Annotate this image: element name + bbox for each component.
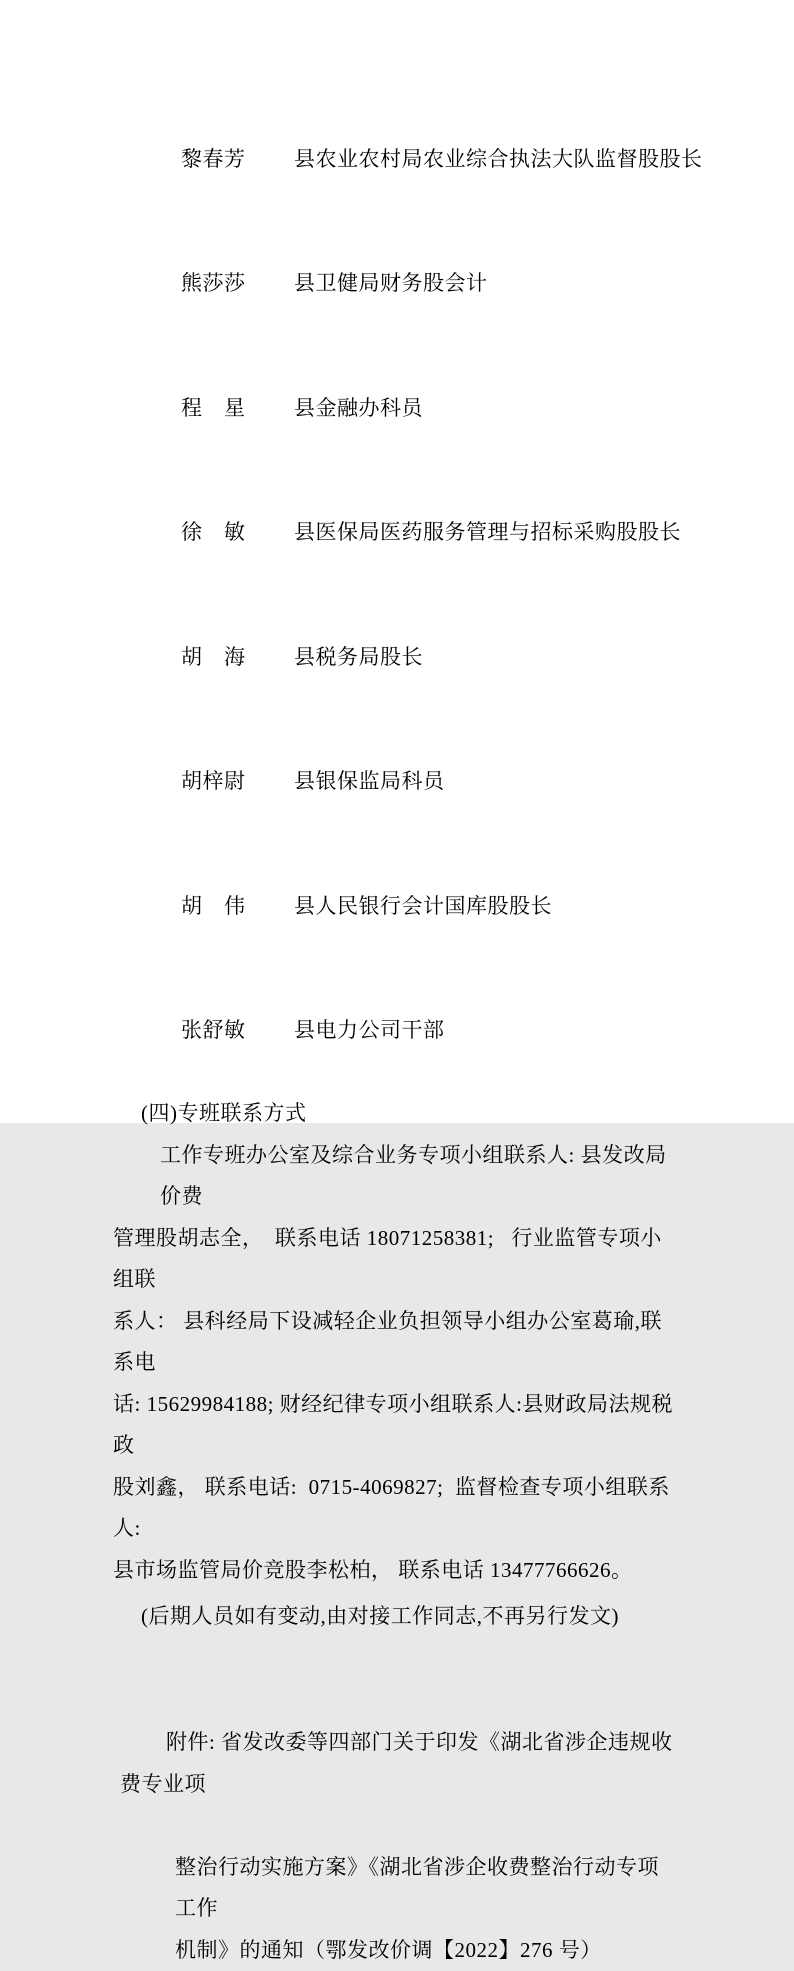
attachment-first-line — [113, 1681, 680, 1847]
attachment-label: 附件: — [166, 1722, 221, 1764]
roster-row — [113, 222, 680, 347]
person-name: 熊莎莎 — [181, 263, 294, 305]
note-line: (后期人员如有变动,由对接工作同志,不再另行发文) — [113, 1596, 680, 1638]
attachment-line: 机制》的通知（鄂发改价调【2022】276 号） — [113, 1930, 680, 1971]
roster — [113, 97, 680, 1093]
paragraph-line: 县市场监管局价竞股李松柏， 联系电话 13477766626。 — [113, 1550, 680, 1592]
attachment-line: 整治行动实施方案》《湖北省涉企收费整治行动专项工作 — [113, 1847, 680, 1930]
attachment-block — [113, 1681, 680, 1971]
person-name: 胡 伟 — [181, 886, 294, 928]
person-title: 县卫健局财务股会计 — [294, 271, 488, 295]
roster-row — [113, 720, 680, 845]
person-title: 县税务局股长 — [294, 645, 423, 669]
document-content — [113, 97, 680, 1971]
roster-row — [113, 346, 680, 471]
person-title: 县金融办科员 — [294, 396, 423, 420]
person-name: 胡梓尉 — [181, 761, 294, 803]
person-title: 县人民银行会计国库股股长 — [294, 894, 552, 918]
paragraph-line: 工作专班办公室及综合业务专项小组联系人: 县发改局价费 — [113, 1135, 680, 1218]
person-name: 黎春芳 — [181, 139, 294, 181]
person-title: 县电力公司干部 — [294, 1018, 445, 1042]
attachment-line: 省发改委等四部门关于印发《湖北省涉企违规收费专业项 — [120, 1730, 673, 1796]
roster-row — [113, 595, 680, 720]
paragraph-line: 系人： 县科经局下设减轻企业负担领导小组办公室葛瑜,联系电 — [113, 1301, 680, 1384]
roster-row — [113, 97, 680, 222]
person-title: 县农业农村局农业综合执法大队监督股股长 — [294, 147, 703, 171]
roster-row — [113, 471, 680, 596]
section-heading: (四)专班联系方式 — [113, 1093, 680, 1135]
person-name: 徐 敏 — [181, 512, 294, 554]
roster-row — [113, 969, 680, 1094]
paragraph-line: 话: 15629984188; 财经纪律专项小组联系人:县财政局法规税政 — [113, 1384, 680, 1467]
paragraph-line: 管理股胡志全， 联系电话 18071258381; 行业监管专项小组联 — [113, 1218, 680, 1301]
person-title: 县医保局医药服务管理与招标采购股股长 — [294, 520, 681, 544]
contact-paragraph — [113, 1135, 680, 1592]
person-name: 张舒敏 — [181, 1010, 294, 1052]
person-name: 胡 海 — [181, 637, 294, 679]
roster-row — [113, 844, 680, 969]
person-name: 程 星 — [181, 388, 294, 430]
person-title: 县银保监局科员 — [294, 769, 445, 793]
paragraph-line: 股刘鑫， 联系电话: 0715-4069827; 监督检查专项小组联系人: — [113, 1467, 680, 1550]
